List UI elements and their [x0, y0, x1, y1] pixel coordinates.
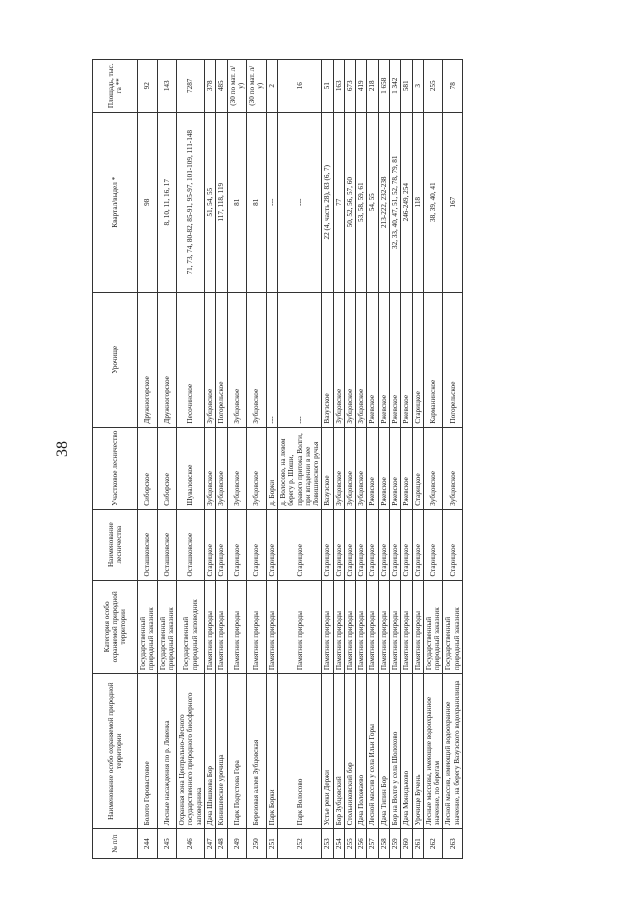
cell-uchastkovoe: Старицкое — [412, 427, 423, 509]
cell-area-name: Бор Зубцовский — [333, 674, 344, 829]
cell-urochishche: Вазузское — [322, 292, 333, 427]
cell-kvartal: 53, 58, 59, 61 — [356, 112, 367, 292]
cell-lesnichestvo: Осташковское — [157, 509, 177, 580]
cell-area-category: Памятник природы — [322, 580, 333, 674]
cell-uchastkovoe: Зубцовское — [356, 427, 367, 509]
table-row — [138, 60, 158, 859]
cell-area-name: Лесные насаждения по р. Ловенка — [157, 674, 177, 829]
cell-urochishche: --- — [277, 292, 321, 427]
cell-ploshchad: 218 — [367, 60, 378, 113]
cell-kvartal: 81 — [227, 112, 247, 292]
cell-row-number: 244 — [138, 829, 158, 859]
header-no: № п/п — [93, 829, 138, 859]
cell-kvartal: 38, 39, 40, 41 — [423, 112, 443, 292]
table-row — [367, 60, 378, 859]
cell-area-category: Памятник природы — [367, 580, 378, 674]
table-row — [157, 60, 177, 859]
table-row — [177, 60, 205, 859]
cell-row-number: 261 — [412, 829, 423, 859]
cell-uchastkovoe: д. Борки — [266, 427, 277, 509]
cell-area-category: Памятник природы — [390, 580, 401, 674]
cell-urochishche: Карманинское — [423, 292, 443, 427]
cell-row-number: 252 — [277, 829, 321, 859]
cell-area-category: Государственный природный заказник — [157, 580, 177, 674]
cell-kvartal: --- — [266, 112, 277, 292]
cell-row-number: 253 — [322, 829, 333, 859]
cell-kvartal: 167 — [443, 112, 463, 292]
cell-ploshchad: 78 — [443, 60, 463, 113]
cell-uchastkovoe: Зубцовское — [333, 427, 344, 509]
cell-kvartal: 71, 73, 74, 80-82, 85-91, 95-97, 101-109, 111-148 — [177, 112, 205, 292]
header-category: Категория особо охраняемой природной территории — [93, 580, 138, 674]
cell-lesnichestvo: Осташковское — [177, 509, 205, 580]
cell-lesnichestvo: Старицкое — [322, 509, 333, 580]
cell-row-number: 247 — [204, 829, 215, 859]
cell-uchastkovoe: Сиборское — [138, 427, 158, 509]
cell-ploshchad: 581 — [401, 60, 412, 113]
cell-lesnichestvo: Старицкое — [356, 509, 367, 580]
cell-ploshchad: (30 по мат. л/у) — [247, 60, 267, 113]
cell-ploshchad: 2 — [266, 60, 277, 113]
cell-urochishche: Зубцовское — [247, 292, 267, 427]
cell-area-name: Дача Положаево — [356, 674, 367, 829]
cell-row-number: 245 — [157, 829, 177, 859]
cell-row-number: 257 — [367, 829, 378, 859]
table-row — [227, 60, 247, 859]
cell-kvartal: 51, 54, 55 — [204, 112, 215, 292]
cell-ploshchad: 7287 — [177, 60, 205, 113]
cell-uchastkovoe: Зубцовское — [216, 427, 227, 509]
cell-lesnichestvo: Старицкое — [204, 509, 215, 580]
cell-ploshchad: 143 — [157, 60, 177, 113]
cell-urochishche: Зубцовское — [204, 292, 215, 427]
cell-urochishche: Дружногорское — [157, 292, 177, 427]
cell-row-number: 255 — [344, 829, 355, 859]
cell-urochishche: Старицкое — [412, 292, 423, 427]
cell-urochishche: Дружногорское — [138, 292, 158, 427]
cell-urochishche: Ржевское — [401, 292, 412, 427]
cell-urochishche: Ржевское — [378, 292, 389, 427]
cell-area-name: Охранная зона Центрально-Лесного государственного природного биосферного заповедника — [177, 674, 205, 829]
cell-uchastkovoe: Зубцовское — [204, 427, 215, 509]
table-row — [266, 60, 277, 859]
cell-uchastkovoe: Зубцовское — [227, 427, 247, 509]
cell-lesnichestvo: Старицкое — [423, 509, 443, 580]
rotated-table-wrapper — [92, 59, 632, 859]
cell-lesnichestvo: Старицкое — [216, 509, 227, 580]
cell-ploshchad: (30 по мат. л/у) — [227, 60, 247, 113]
cell-kvartal: --- — [277, 112, 321, 292]
cell-lesnichestvo: Старицкое — [443, 509, 463, 580]
cell-ploshchad: 1 658 — [378, 60, 389, 113]
cell-urochishche: Песочинское — [177, 292, 205, 427]
cell-uchastkovoe: Зубцовское — [344, 427, 355, 509]
cell-urochishche: Ржевское — [390, 292, 401, 427]
cell-row-number: 262 — [423, 829, 443, 859]
cell-kvartal: 50, 52, 56, 57, 60 — [344, 112, 355, 292]
cell-area-name: Парк Подустова Гора — [227, 674, 247, 829]
cell-kvartal: 118 — [412, 112, 423, 292]
cell-area-category: Памятник природы — [356, 580, 367, 674]
cell-area-category: Памятник природы — [378, 580, 389, 674]
cell-lesnichestvo: Осташковское — [138, 509, 158, 580]
cell-area-name: Дача Типин Бор — [378, 674, 389, 829]
cell-ploshchad: 3 — [412, 60, 423, 113]
cell-row-number: 254 — [333, 829, 344, 859]
cell-kvartal: 22 (4, часть 28), 83 (6, 7) — [322, 112, 333, 292]
cell-area-category: Памятник природы — [333, 580, 344, 674]
cell-urochishche: Зубцовское — [344, 292, 355, 427]
cell-urochishche: Зубцовское — [356, 292, 367, 427]
protected-areas-table — [92, 59, 463, 859]
cell-uchastkovoe: Зубцовское — [443, 427, 463, 509]
table-row — [390, 60, 401, 859]
header-urochishche: Урочище — [93, 292, 138, 427]
cell-row-number: 256 — [356, 829, 367, 859]
cell-area-name: Устье реки Держи — [322, 674, 333, 829]
cell-area-name: Парк Волосово — [277, 674, 321, 829]
cell-kvartal: 98 — [138, 112, 158, 292]
cell-kvartal: 77 — [333, 112, 344, 292]
header-lesnichestvo: Наименование лесничества — [93, 509, 138, 580]
cell-uchastkovoe: Сиборское — [157, 427, 177, 509]
cell-area-category: Памятник природы — [412, 580, 423, 674]
table-row — [216, 60, 227, 859]
table-body — [138, 60, 463, 859]
cell-area-name: Бор на Волге у села Шолохово — [390, 674, 401, 829]
cell-uchastkovoe: Ржевское — [401, 427, 412, 509]
cell-ploshchad: 378 — [204, 60, 215, 113]
table-row — [204, 60, 215, 859]
cell-row-number: 260 — [401, 829, 412, 859]
cell-urochishche: Погорельское — [443, 292, 463, 427]
cell-uchastkovoe: Вазузское — [322, 427, 333, 509]
cell-kvartal: 32, 33, 40, 47, 51, 52, 78, 79, 81 — [390, 112, 401, 292]
cell-ploshchad: 1 342 — [390, 60, 401, 113]
cell-uchastkovoe: Ржевское — [378, 427, 389, 509]
cell-ploshchad: 255 — [423, 60, 443, 113]
cell-uchastkovoe: Шуваловское — [177, 427, 205, 509]
cell-area-name: Лесной массив, имеющий водоохранное значение, на берегу Вазузского водохранилища — [443, 674, 463, 829]
cell-area-category: Памятник природы — [266, 580, 277, 674]
cell-area-name: Кинишевские урочища — [216, 674, 227, 829]
cell-row-number: 259 — [390, 829, 401, 859]
cell-lesnichestvo: Старицкое — [266, 509, 277, 580]
header-name: Наименование особо охраняемой природной территории — [93, 674, 138, 829]
cell-area-category: Государственный природный заказник — [423, 580, 443, 674]
cell-kvartal: 213-222, 232-238 — [378, 112, 389, 292]
cell-lesnichestvo: Старицкое — [227, 509, 247, 580]
table-row — [356, 60, 367, 859]
cell-lesnichestvo: Старицкое — [412, 509, 423, 580]
cell-area-name: Дача Монидьково — [401, 674, 412, 829]
cell-lesnichestvo: Старицкое — [277, 509, 321, 580]
table-row — [378, 60, 389, 859]
cell-ploshchad: 673 — [344, 60, 355, 113]
table-row — [401, 60, 412, 859]
cell-lesnichestvo: Старицкое — [378, 509, 389, 580]
header-uchastkovoe: Участковое лесничество — [93, 427, 138, 509]
table-row — [412, 60, 423, 859]
cell-area-name: Болото Горовастовое — [138, 674, 158, 829]
cell-area-category: Памятник природы — [344, 580, 355, 674]
cell-row-number: 258 — [378, 829, 389, 859]
table-row — [443, 60, 463, 859]
cell-urochishche: --- — [266, 292, 277, 427]
cell-area-name: Лесной массив у села Ильи Горы — [367, 674, 378, 829]
cell-ploshchad: 419 — [356, 60, 367, 113]
cell-ploshchad: 51 — [322, 60, 333, 113]
cell-uchastkovoe: Ржевское — [367, 427, 378, 509]
cell-area-name: Лесные массивы, имеющие водоохранное значение, по берегам — [423, 674, 443, 829]
cell-row-number: 250 — [247, 829, 267, 859]
header-ploshchad: Площадь, тыс. га ** — [93, 60, 138, 113]
cell-lesnichestvo: Старицкое — [333, 509, 344, 580]
cell-area-category: Памятник природы — [277, 580, 321, 674]
cell-row-number: 263 — [443, 829, 463, 859]
cell-uchastkovoe: Зубцовское — [247, 427, 267, 509]
cell-area-category: Памятник природы — [216, 580, 227, 674]
cell-kvartal: 117, 118, 119 — [216, 112, 227, 292]
cell-area-category: Государственный природный заказник — [443, 580, 463, 674]
cell-urochishche: Ржевское — [367, 292, 378, 427]
cell-lesnichestvo: Старицкое — [401, 509, 412, 580]
cell-area-name: Стольниковский бор — [344, 674, 355, 829]
cell-area-name: Урочище Бучень — [412, 674, 423, 829]
cell-area-name: Парк Борки — [266, 674, 277, 829]
cell-urochishche: Погорельское — [216, 292, 227, 427]
cell-row-number: 249 — [227, 829, 247, 859]
cell-lesnichestvo: Старицкое — [390, 509, 401, 580]
cell-ploshchad: 163 — [333, 60, 344, 113]
cell-urochishche: Зубцовское — [227, 292, 247, 427]
cell-area-name: Березовая аллея Зубцовская — [247, 674, 267, 829]
cell-uchastkovoe: Ржевское — [390, 427, 401, 509]
cell-area-category: Государственный природный заказник — [138, 580, 158, 674]
cell-ploshchad: 16 — [277, 60, 321, 113]
table-row — [247, 60, 267, 859]
cell-area-category: Памятник природы — [401, 580, 412, 674]
table-row — [277, 60, 321, 859]
cell-uchastkovoe: Зубцовское — [423, 427, 443, 509]
table-row — [344, 60, 355, 859]
table-row — [423, 60, 443, 859]
cell-kvartal: 246-249, 254 — [401, 112, 412, 292]
cell-ploshchad: 92 — [138, 60, 158, 113]
cell-row-number: 246 — [177, 829, 205, 859]
cell-area-category: Государственный природный заповедник — [177, 580, 205, 674]
table-row — [333, 60, 344, 859]
cell-lesnichestvo: Старицкое — [247, 509, 267, 580]
cell-urochishche: Зубцовское — [333, 292, 344, 427]
table-header-row — [93, 60, 138, 859]
cell-row-number: 248 — [216, 829, 227, 859]
cell-lesnichestvo: Старицкое — [344, 509, 355, 580]
cell-uchastkovoe: д. Волосово, на левом берегу р. Шоши, правого притока Волги, при впадении в нее Ловишинского ручья — [277, 427, 321, 509]
cell-kvartal: 81 — [247, 112, 267, 292]
table-row — [322, 60, 333, 859]
page-number: 38 — [54, 441, 71, 457]
cell-row-number: 251 — [266, 829, 277, 859]
cell-lesnichestvo: Старицкое — [367, 509, 378, 580]
header-kvartal: Квартал/выдел * — [93, 112, 138, 292]
cell-ploshchad: 485 — [216, 60, 227, 113]
cell-area-category: Памятник природы — [247, 580, 267, 674]
cell-area-category: Памятник природы — [204, 580, 215, 674]
cell-kvartal: 54, 55 — [367, 112, 378, 292]
cell-area-name: Дача Шишкова Бор — [204, 674, 215, 829]
cell-kvartal: 8, 10, 11, 16, 17 — [157, 112, 177, 292]
cell-area-category: Памятник природы — [227, 580, 247, 674]
